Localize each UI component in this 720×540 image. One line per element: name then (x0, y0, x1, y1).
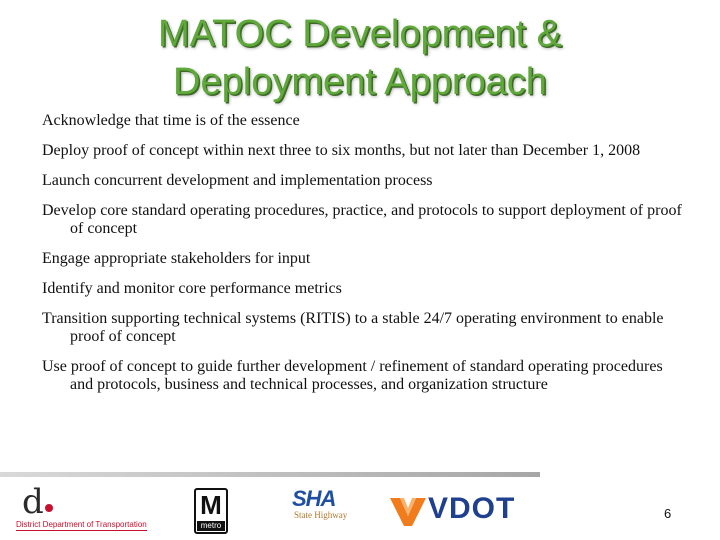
metro-letter: M (200, 490, 222, 520)
ddot-letter: d (22, 482, 44, 522)
metro-logo (194, 488, 228, 534)
bullet-item: Launch concurrent development and implementation process (42, 172, 433, 189)
bullet-item: Transition supporting technical systems (RITIS) to a stable 24/7 operating environment to enable proof of concept (42, 310, 664, 345)
sha-logo (290, 486, 346, 536)
bullet-item: Develop core standard operating procedures, practice, and protocols to support deployment of proof of concept (42, 202, 682, 237)
slide-title: MATOC Development & Deployment Approach (157, 13, 563, 103)
vdot-logo (388, 490, 524, 530)
bullet-item: Identify and monitor core performance metrics (42, 280, 342, 297)
ddot-caption: District Department of Transportation (16, 520, 147, 529)
bullet-item: Use proof of concept to guide further development / refinement of standard operating procedures and protocols, business and technical processes, and organization structure (42, 358, 663, 393)
page-number: 6 (664, 506, 672, 521)
ddot-dot (45, 504, 53, 512)
bullet-item: Acknowledge that time is of the essence (42, 112, 300, 129)
bullet-item: Deploy proof of concept within next three to six months, but not later than December 1, 2008 (42, 142, 641, 159)
bullet-item: Engage appropriate stakeholders for input (42, 250, 311, 267)
vdot-chevron-icon (388, 490, 428, 530)
vdot-wordmark: VDOT (428, 492, 516, 525)
metro-word: metro (197, 521, 225, 531)
footer-divider (0, 472, 540, 477)
bullet-list (42, 112, 682, 394)
sha-letters: SHA (292, 486, 336, 511)
sha-subtitle: State Highway (294, 510, 348, 520)
ddot-logo (14, 482, 147, 534)
